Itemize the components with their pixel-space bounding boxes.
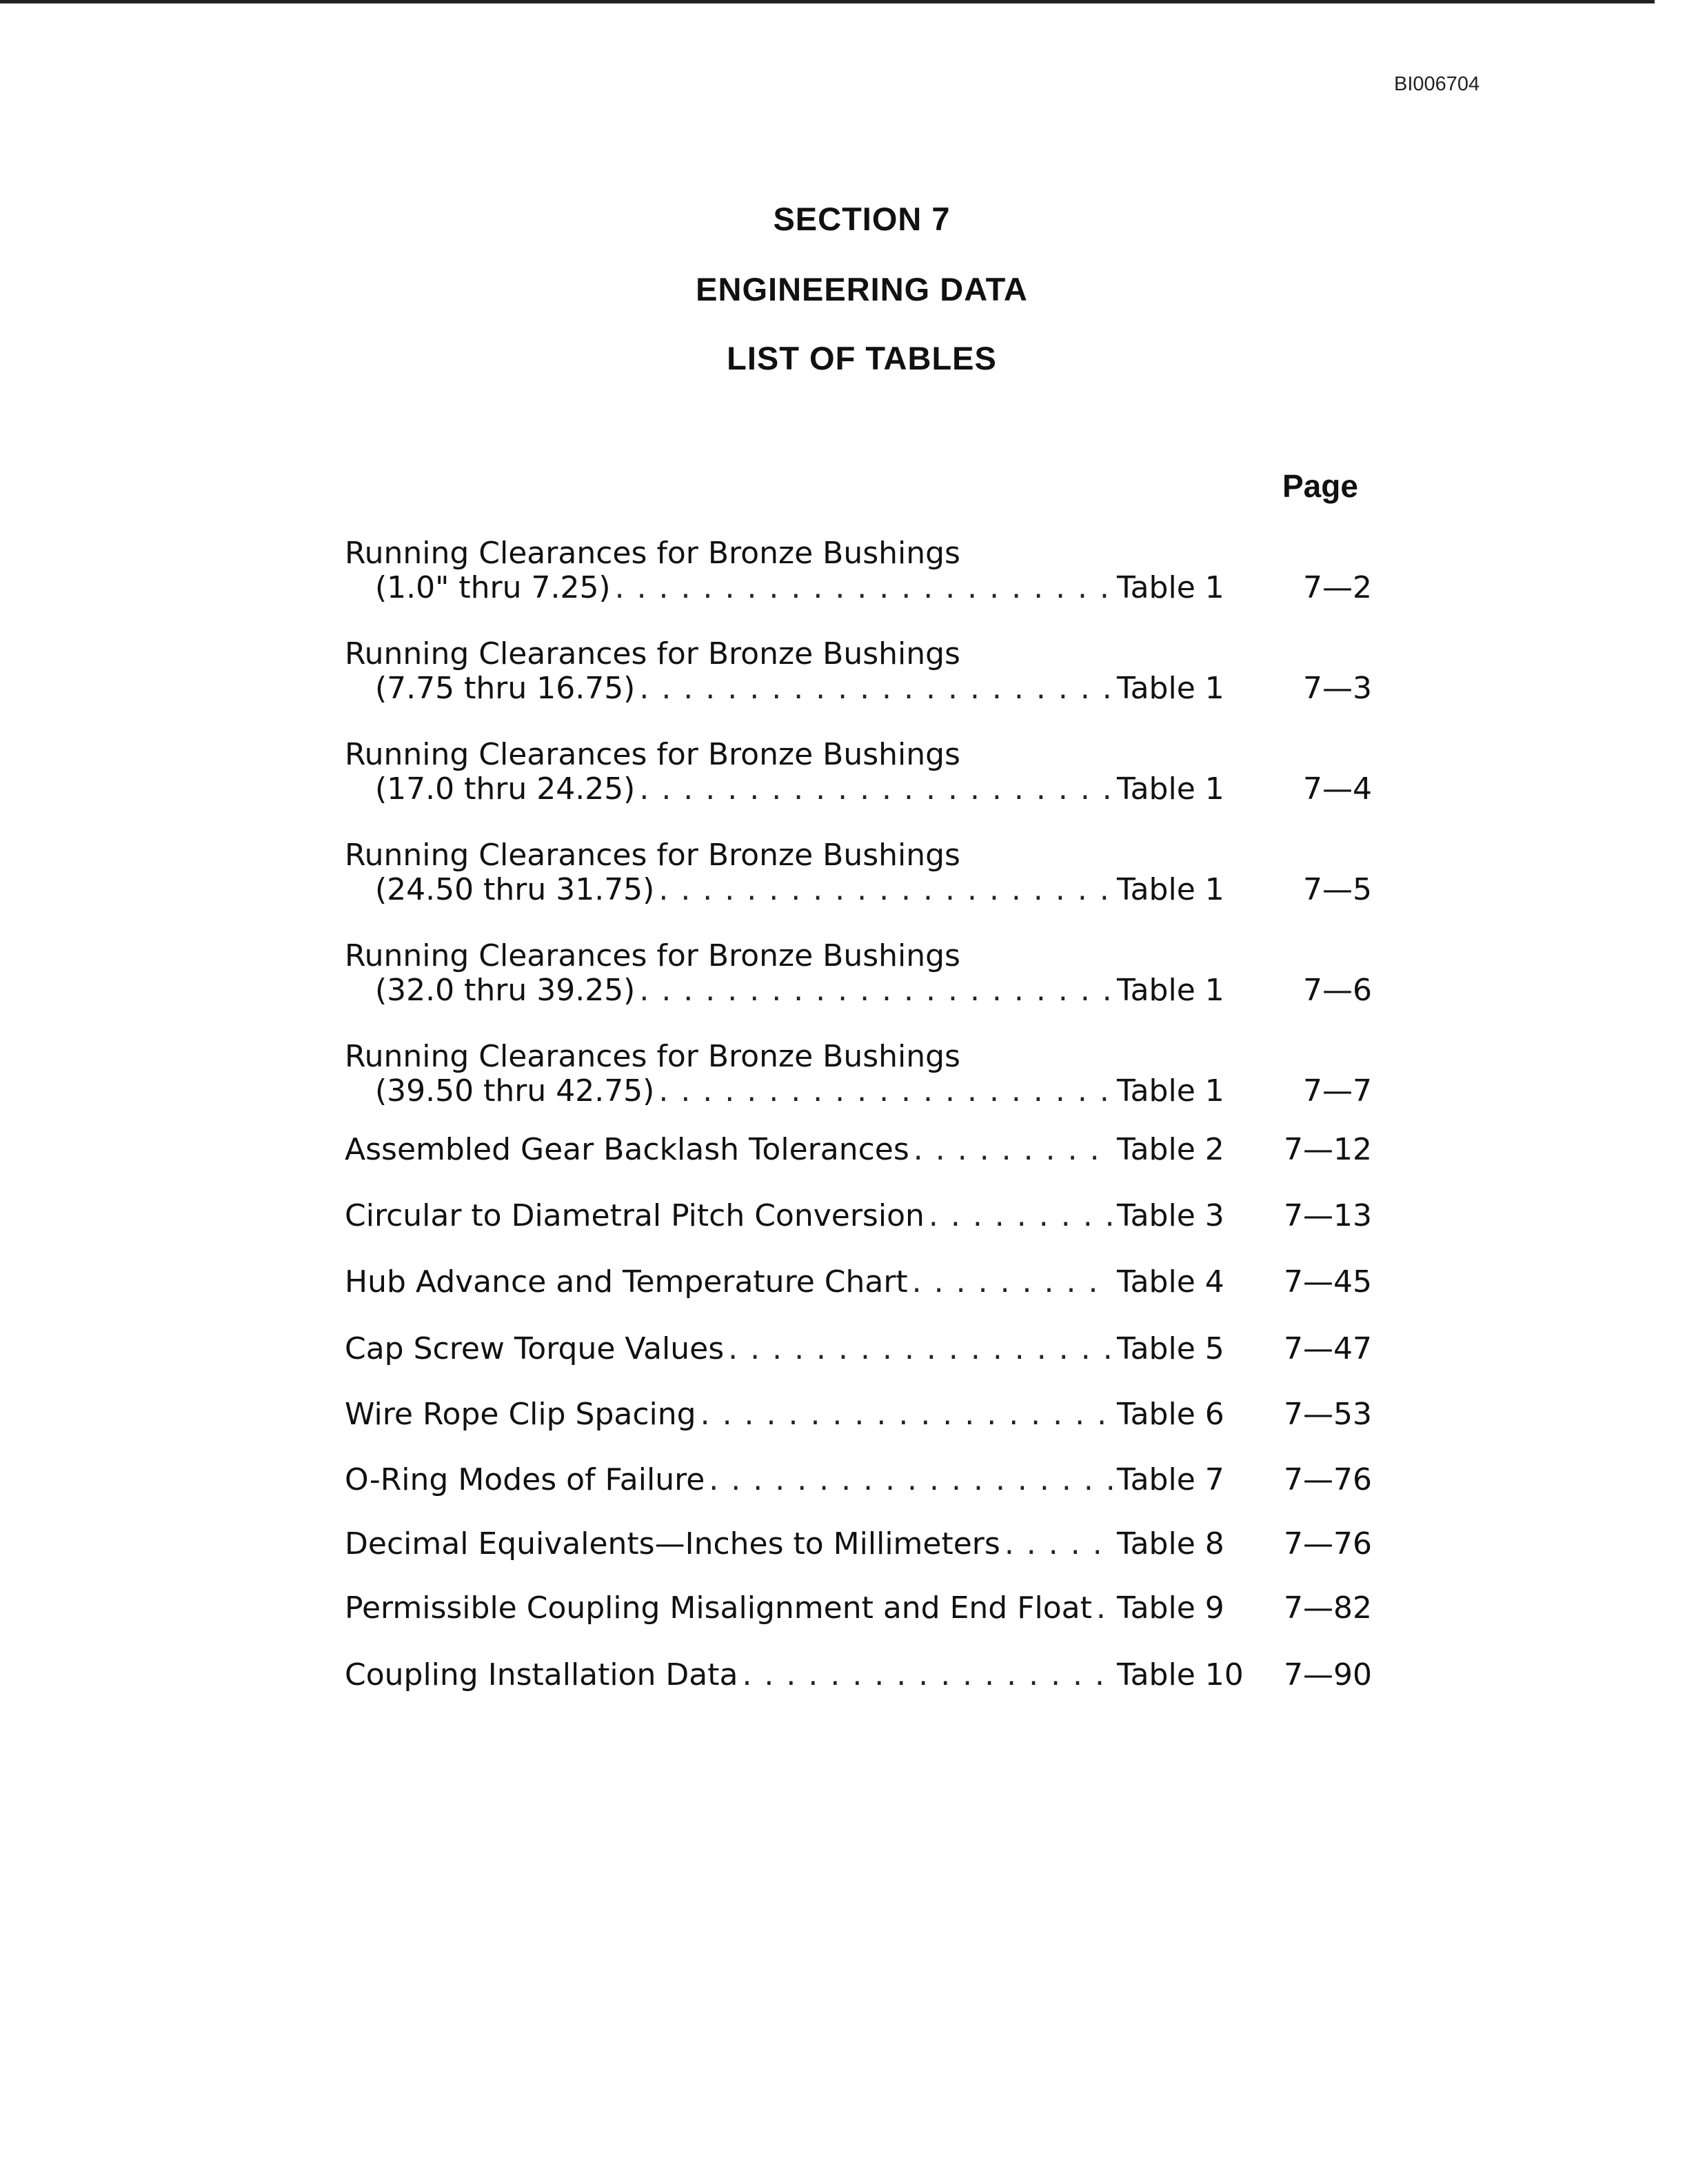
- entry-table-number: Table 1: [1117, 671, 1224, 706]
- entry-page-number: 7—82: [1284, 1590, 1372, 1626]
- entry-table-number: Table 1: [1117, 570, 1224, 605]
- entry-range: (17.0 thru 24.25): [375, 771, 636, 807]
- dot-leader: [728, 1332, 1113, 1366]
- entry-page-number: 7—76: [1284, 1526, 1372, 1561]
- section-heading: SECTION 7: [773, 201, 951, 237]
- entry-table-number: Table 9: [1117, 1590, 1224, 1626]
- toc-entry: [345, 536, 1372, 605]
- entry-page-number: 7—90: [1284, 1657, 1372, 1692]
- entry-table-number: Table 10: [1117, 1657, 1244, 1692]
- entry-title: Decimal Equivalents—Inches to Millimeters: [345, 1526, 1000, 1561]
- entry-range: (39.50 thru 42.75): [375, 1073, 655, 1109]
- entry-page-number: 7—2: [1303, 570, 1372, 605]
- entry-title: Assembled Gear Backlash Tolerances: [345, 1132, 909, 1167]
- entry-page-number: 7—76: [1284, 1462, 1372, 1497]
- dot-leader: [709, 1463, 1113, 1497]
- toc-entry: [345, 1332, 1372, 1366]
- dot-leader: [913, 1133, 1113, 1167]
- entry-table-number: Table 2: [1117, 1132, 1224, 1167]
- toc-entry: [345, 1199, 1372, 1233]
- entry-title: Running Clearances for Bronze Bushings: [345, 1039, 960, 1074]
- entry-page-number: 7—12: [1284, 1132, 1372, 1167]
- dot-leader: [639, 671, 1113, 706]
- entry-title: Running Clearances for Bronze Bushings: [345, 838, 960, 873]
- entry-table-number: Table 1: [1117, 1073, 1224, 1109]
- toc-entry: [345, 1397, 1372, 1432]
- section-title: ENGINEERING DATA: [696, 271, 1028, 307]
- entry-page-number: 7—6: [1303, 973, 1372, 1008]
- entry-table-number: Table 6: [1117, 1397, 1224, 1432]
- entry-title: Cap Screw Torque Values: [345, 1331, 725, 1366]
- toc-entry: [345, 1527, 1372, 1561]
- toc-entry: [345, 1658, 1372, 1692]
- entry-table-number: Table 1: [1117, 973, 1224, 1008]
- entry-page-number: 7—53: [1284, 1397, 1372, 1432]
- entry-table-number: Table 8: [1117, 1526, 1224, 1561]
- dot-leader: [1005, 1527, 1113, 1561]
- entry-table-number: Table 1: [1117, 872, 1224, 907]
- entry-table-number: Table 1: [1117, 771, 1224, 807]
- entry-title: Running Clearances for Bronze Bushings: [345, 536, 960, 571]
- dot-leader: [615, 571, 1113, 605]
- entry-title: Permissible Coupling Misalignment and End Float: [345, 1590, 1092, 1626]
- entry-title: Wire Rope Clip Spacing: [345, 1397, 696, 1432]
- entry-page-number: 7—47: [1284, 1331, 1372, 1366]
- dot-leader: [929, 1199, 1113, 1233]
- list-title: LIST OF TABLES: [727, 340, 997, 376]
- dot-leader: [658, 1074, 1113, 1109]
- entry-page-number: 7—45: [1284, 1264, 1372, 1300]
- toc-entry: [345, 1040, 1372, 1109]
- entry-page-number: 7—3: [1303, 671, 1372, 706]
- dot-leader: [1096, 1591, 1113, 1626]
- dot-leader: [912, 1265, 1113, 1300]
- entry-table-number: Table 3: [1117, 1198, 1224, 1233]
- entry-table-number: Table 4: [1117, 1264, 1224, 1300]
- toc-entry: [345, 637, 1372, 706]
- entry-range: (24.50 thru 31.75): [375, 872, 655, 907]
- entry-range: (7.75 thru 16.75): [375, 671, 636, 706]
- entry-title: Coupling Installation Data: [345, 1657, 738, 1692]
- entry-range: (32.0 thru 39.25): [375, 973, 636, 1008]
- document-id: BI006704: [1394, 73, 1480, 95]
- toc-entry: [345, 1133, 1372, 1167]
- toc-entry: [345, 1591, 1372, 1626]
- toc-entry: [345, 1463, 1372, 1497]
- dot-leader: [639, 973, 1113, 1008]
- entry-page-number: 7—7: [1303, 1073, 1372, 1109]
- dot-leader: [658, 873, 1113, 907]
- dot-leader: [742, 1658, 1113, 1692]
- dot-leader: [700, 1397, 1113, 1432]
- entry-title: O-Ring Modes of Failure: [345, 1462, 705, 1497]
- page-column-header: Page: [1282, 468, 1358, 504]
- toc-entry: [345, 738, 1372, 807]
- entry-title: Running Clearances for Bronze Bushings: [345, 938, 960, 973]
- dot-leader: [639, 772, 1113, 807]
- entry-page-number: 7—4: [1303, 771, 1372, 807]
- entry-table-number: Table 5: [1117, 1331, 1224, 1366]
- entry-range: (1.0" thru 7.25): [375, 570, 611, 605]
- entry-title: Hub Advance and Temperature Chart: [345, 1264, 908, 1300]
- toc-entry: [345, 1265, 1372, 1300]
- entry-title: Running Clearances for Bronze Bushings: [345, 636, 960, 671]
- entry-page-number: 7—5: [1303, 872, 1372, 907]
- entry-title: Running Clearances for Bronze Bushings: [345, 737, 960, 772]
- entry-page-number: 7—13: [1284, 1198, 1372, 1233]
- toc-entry: [345, 838, 1372, 907]
- entry-table-number: Table 7: [1117, 1462, 1224, 1497]
- toc-entry: [345, 939, 1372, 1008]
- entry-title: Circular to Diametral Pitch Conversion: [345, 1198, 925, 1233]
